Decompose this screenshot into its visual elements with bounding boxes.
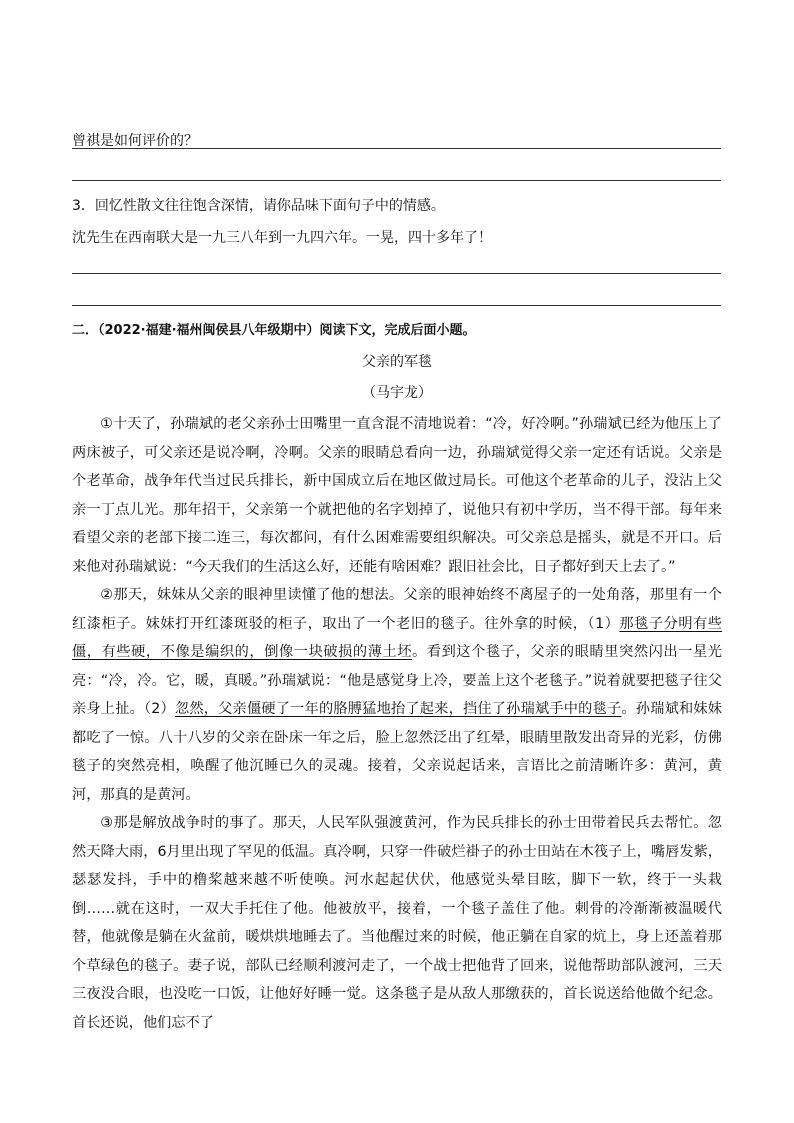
answer-line-1[interactable] xyxy=(72,148,721,149)
paragraph-2-part-a: ②那天，妹妹从父亲的眼神里读懂了他的想法。父亲的眼神始终不离屋子的一处角落，那里有一个红漆柜子。妹妹打开红漆斑驳的柜子，取出了一个老旧的毯子。往外拿的时候，（1） xyxy=(72,587,722,632)
answer-line-3[interactable] xyxy=(72,273,721,274)
question-3-prompt: 3．回忆性散文往往饱含深情，请你品味下面句子中的情感。 xyxy=(72,198,445,214)
paragraph-2-part-b: 。看到这个毯子，父亲的眼睛里突然闪出一星光亮：“冷，冷。它，暖，真暖。”孙瑞斌说：“他是感觉身上冷，要盖上这个老毯子。”说着就要把毯子往父亲身上扯。（2） xyxy=(72,644,722,717)
section-2-header: 二．（2022·福建·福州闽侯县八年级期中）阅读下文，完成后面小题。 xyxy=(72,323,476,338)
paragraph-3-text: ③那是解放战争时的事了。那天，人民军队强渡黄河，作为民兵排长的孙士田带着民兵去帮忙。忽然天降大雨，6月里出现了罕见的低温。真冷啊，只穿一件破烂褂子的孙士田站在木筏子上，嘴唇发紫，瑟瑟发抖，手中的橹桨越来越不听使唤。河水起起伏伏，他感觉头晕目眩，脚下一软，终于一头栽倒……就在这时，一双大手托住了他。他被放平，接着，一个毯子盖住了他。刺骨的冷渐渐被温暖代替，他就像是躺在火盆前，暖烘烘地睡去了。当他醒过来的时候，他正躺在自家的炕上，身上还盖着那个草绿色的毯子。妻子说，部队已经顺利渡河走了，一个战士把他背了回来，说他帮助部队渡河，三天三夜没合眼，也没吃一口饭，让他好好睡一觉。这条毯子是从敌人那缴获的，首长说送给他做个纪念。首长还说，他们忘不了 xyxy=(72,815,722,1031)
paragraph-2 xyxy=(72,581,722,809)
question-3-quote: 沈先生在西南联大是一九三八年到一九四六年。一晃，四十多年了！ xyxy=(72,230,492,246)
underlined-sentence-1: 那毯子分明有些僵，有些硬，不像是编织的，倒像一块破损的薄土坯 xyxy=(72,615,722,660)
paragraph-1 xyxy=(72,410,722,581)
answer-line-4[interactable] xyxy=(72,305,721,306)
underlined-sentence-2: 忽然，父亲僵硬了一年的胳膊猛地抬了起来，挡住了孙瑞斌手中的毯子 xyxy=(174,701,622,717)
question-tail-text: 曾祺是如何评价的？ xyxy=(72,133,198,149)
answer-line-2[interactable] xyxy=(72,180,721,181)
article-title: 父亲的军毯 xyxy=(362,354,432,370)
paragraph-3 xyxy=(72,809,722,1037)
paragraph-2-part-c: 。孙瑞斌和妹妹都吃了一惊。八十八岁的父亲在卧床一年之后，脸上忽然泛出了红晕，眼睛里散发出奇异的光彩，仿佛毯子的突然亮相，唤醒了他沉睡已久的灵魂。接着，父亲说起话来，言语比之前清晰许多：黄河，黄河，那真的是黄河。 xyxy=(72,701,722,803)
article-author: （马宇龙） xyxy=(362,385,432,401)
paragraph-1-text: ①十天了，孙瑞斌的老父亲孙士田嘴里一直含混不清地说着：“冷，好冷啊。”孙瑞斌已经为他压上了两床被子，可父亲还是说冷啊，冷啊。父亲的眼睛总看向一边，孙瑞斌觉得父亲一定还有话说。父亲是个老革命，战争年代当过民兵排长，新中国成立后在地区做过局长。可他这个老革命的儿子，没沾上父亲一丁点儿光。那年招干，父亲第一个就把他的名字划掉了，说他只有初中学历，当不得干部。每年来看望父亲的老部下接二连三，每次都问，有什么困难需要组织解决。可父亲总是摇头，就是不开口。后来他对孙瑞斌说：“今天我们的生活这么好，还能有啥困难？跟旧社会比，日子都好到天上去了。” xyxy=(72,416,722,575)
